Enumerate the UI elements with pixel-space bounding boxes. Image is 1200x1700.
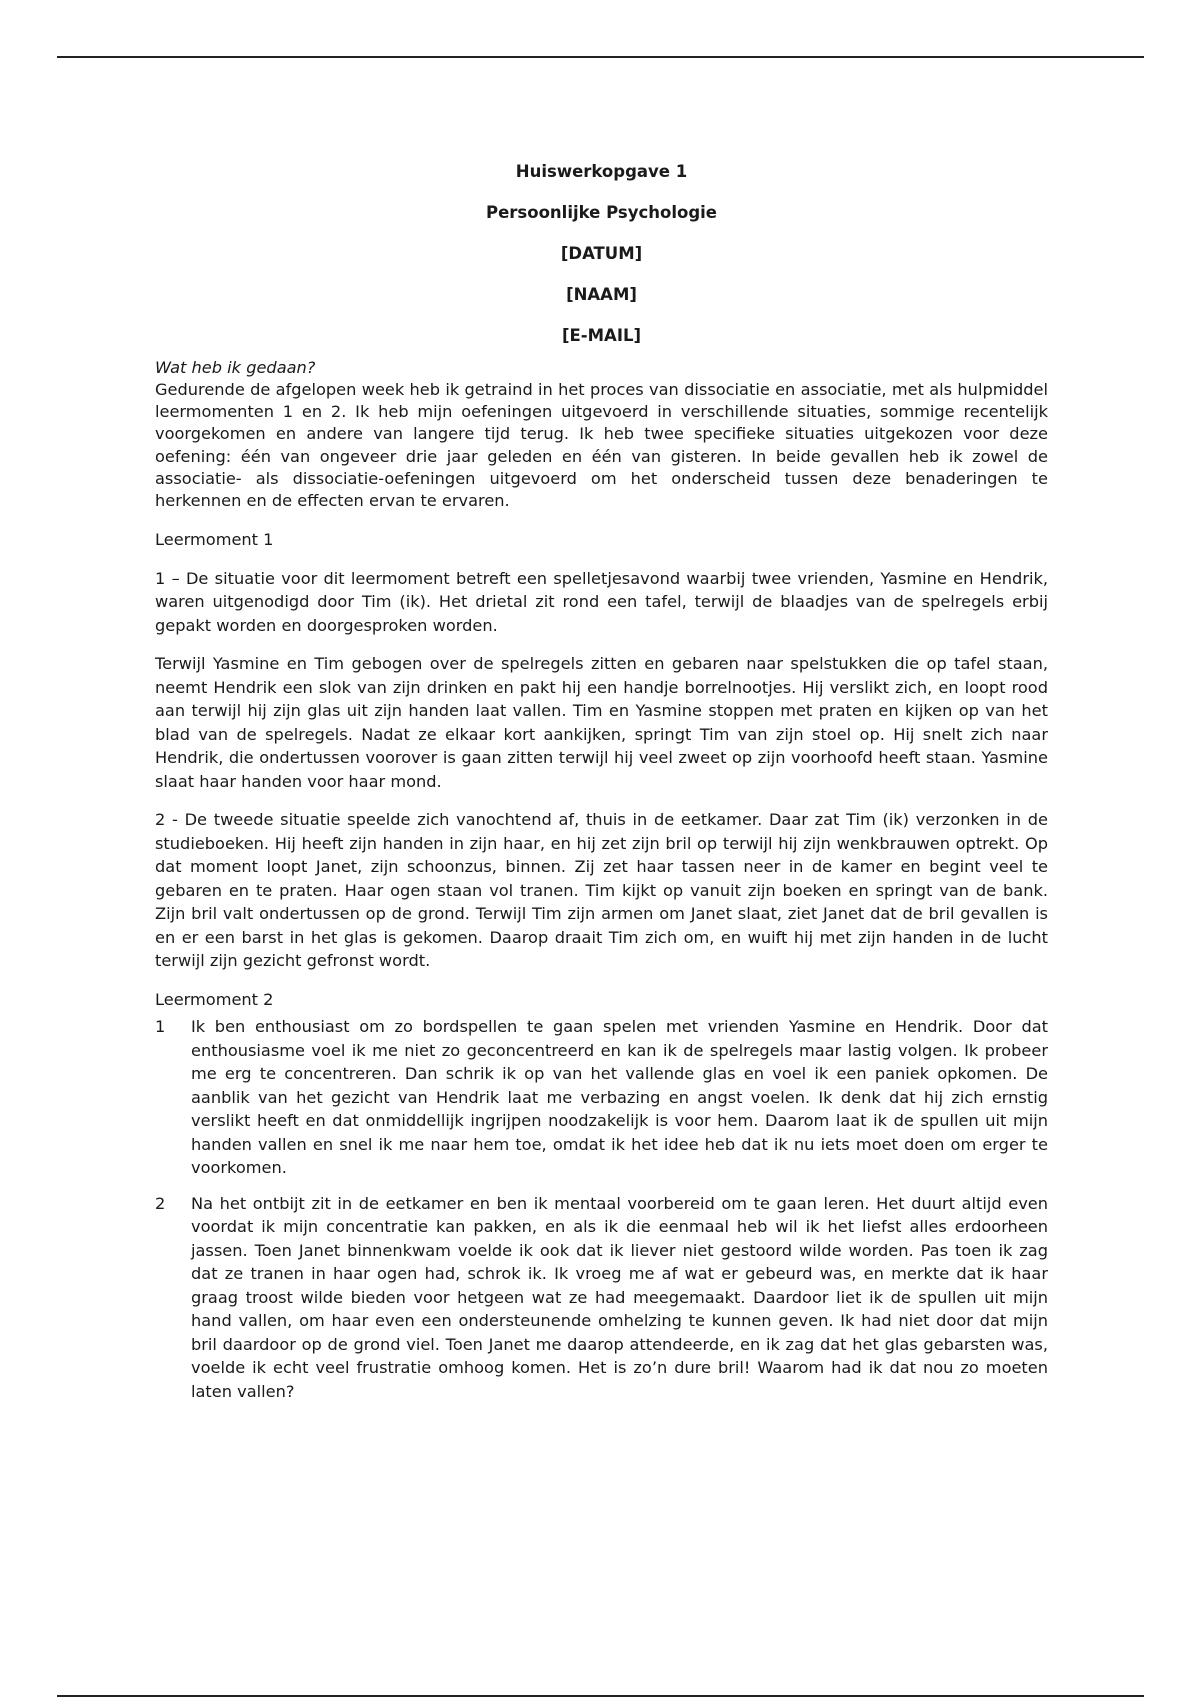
document-author-name: [NAAM] bbox=[566, 285, 637, 304]
intro-heading: Wat heb ik gedaan? bbox=[155, 358, 316, 377]
leermoment-1-heading: Leermoment 1 bbox=[155, 530, 274, 550]
leermoment-1-paragraph: Terwijl Yasmine en Tim gebogen over de spelregels zitten en gebaren naar spelstukken die op tafel staan, neemt Hendrik een slok van zijn drinken en pakt hij een handje borrelnootjes. Hij verslikt zich, en loopt rood aan terwijl hij zijn glas uit zijn handen laat vallen. Tim en Yasmine stoppen met praten en kijken op van het blad van de spelregels. Nadat ze elkaar kort aankijken, springt Tim van zijn stoel op. Hij snelt zich naar Hendrik, die ondertussen voorover is gaan zitten terwijl hij veel zweet op zijn voorhoofd heeft staan. Yasmine slaat haar handen voor haar mond. bbox=[155, 654, 1048, 791]
document-date: [DATUM] bbox=[560, 244, 643, 263]
list-item-number: 2 bbox=[155, 1193, 166, 1213]
list-item-text: Ik ben enthousiast om zo bordspellen te gaan spelen met vrienden Yasmine en Hendrik. Door dat enthousiasme voel ik me niet zo geconcentreerd en kan ik de spelregels maar lastig volgen. Ik probeer me erg te concentreren. Dan schrik ik op van het vallende glas en voel ik een paniek opkomen. De aanblik van het gezicht van Hendrik laat me verbazing en angst voelen. Ik denk dat hij zich ernstig verslikt heeft en dat onmiddellijk ingrijpen noodzakelijk is voor hem. Daarom laat ik de spullen uit mijn handen vallen en snel ik me naar hem toe, omdat ik het idee heb dat ik nu iets moet doen om erger te voorkomen. bbox=[191, 1017, 1048, 1178]
leermoment-2-heading: Leermoment 2 bbox=[155, 989, 274, 1009]
leermoment-1-paragraph: 1 – De situatie voor dit leermoment betreft een spelletjesavond waarbij twee vrienden, Yasmine en Hendrik, waren uitgenodigd door Tim (ik). Het drietal zit rond een tafel, terwijl de blaadjes van de spelregels erbij gepakt worden en doorgesproken worden. bbox=[155, 568, 1048, 635]
bottom-rule bbox=[57, 1695, 1144, 1697]
document-page bbox=[155, 160, 1048, 1415]
leermoment-2-list-item bbox=[155, 1192, 1048, 1404]
list-item-number: 1 bbox=[155, 1017, 166, 1037]
list-item-text: Na het ontbijt zit in de eetkamer en ben ik mentaal voorbereid om te gaan leren. Het duurt altijd even voordat ik mijn concentratie kan pakken, en als ik die eenmaal heb wil ik het liefst alles erdoorheen jassen. Toen Janet binnenkwam voelde ik ook dat ik liever niet gestoord wilde worden. Pas toen ik zag dat ze tranen in haar ogen had, schrok ik. Ik vroeg me af wat er gebeurd was, en merkte dat ik haar graag troost wilde bieden voor hetgeen wat ze had meegemaakt. Daardoor liet ik de spullen uit mijn hand vallen, om haar even een ondersteunende omhelzing te kunnen geven. Ik had niet door dat mijn bril daardoor op de grond viel. Toen Janet me daarop attendeerde, en ik zag dat het glas gebarsten was, voelde ik echt veel frustratie omhoog komen. Het is zo’n dure bril! Waarom had ik dat nou zo moeten laten vallen? bbox=[191, 1193, 1048, 1401]
document-title: Huiswerkopgave 1 bbox=[515, 162, 688, 181]
leermoment-2-list-item bbox=[155, 1015, 1048, 1180]
top-rule bbox=[57, 56, 1144, 58]
document-subtitle: Persoonlijke Psychologie bbox=[486, 203, 717, 222]
intro-paragraph: Gedurende de afgelopen week heb ik getraind in het proces van dissociatie en associatie, met als hulpmiddel leermomenten 1 en 2. Ik heb mijn oefeningen uitgevoerd in verschillende situaties, sommige recentelijk voorgekomen en andere van langere tijd terug. Ik heb twee specifieke situaties uitgekozen voor deze oefening: één van ongeveer drie jaar geleden en één van gisteren. In beide gevallen heb ik zowel de associatie- als dissociatie-oefeningen uitgevoerd om het onderscheid tussen deze benaderingen te herkennen en de effecten ervan te ervaren. bbox=[155, 380, 1048, 511]
document-author-email: [E-MAIL] bbox=[561, 326, 642, 345]
leermoment-1-paragraph: 2 - De tweede situatie speelde zich vanochtend af, thuis in de eetkamer. Daar zat Tim (ik) verzonken in de studieboeken. Hij heeft zijn handen in zijn haar, en hij zet zijn bril op terwijl hij zijn wenkbrauwen optrekt. Op dat moment loopt Janet, zijn schoonzus, binnen. Zij zet haar tassen neer in de kamer en begint veel te gebaren en te praten. Haar ogen staan vol tranen. Tim kijkt op vanuit zijn boeken en springt van de bank. Zijn bril valt ondertussen op de grond. Terwijl Tim zijn armen om Janet slaat, ziet Janet dat de bril gevallen is en er een barst in het glas is gekomen. Daarop draait Tim zich om, en wuift hij met zijn handen in de lucht terwijl zijn gezicht gefronst wordt. bbox=[155, 810, 1048, 971]
